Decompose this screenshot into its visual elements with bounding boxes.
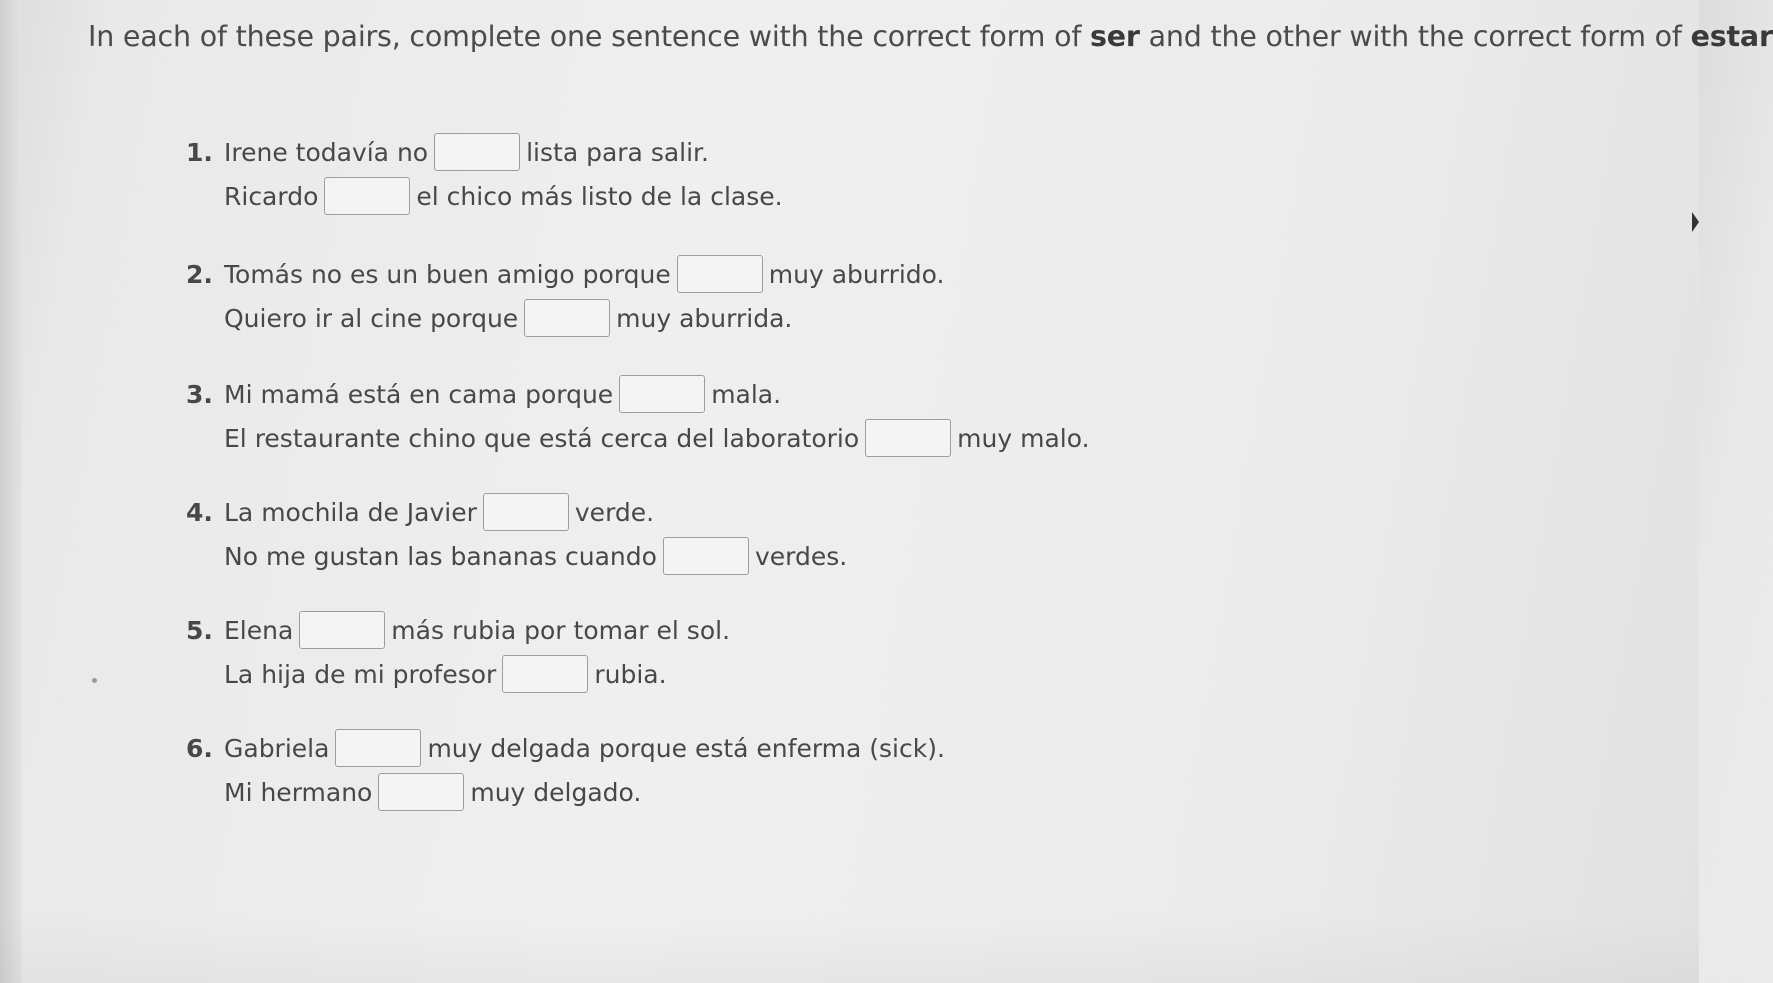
sentence-b-before: Ricardo bbox=[224, 181, 319, 211]
item-number: 4. bbox=[186, 497, 213, 527]
sentence-b-after: rubia. bbox=[594, 659, 667, 689]
item-number: 2. bbox=[186, 259, 213, 289]
exercise-item-6 bbox=[186, 726, 945, 814]
answer-input-6a[interactable] bbox=[335, 729, 421, 767]
sentence-a-before: La mochila de Javier bbox=[224, 497, 477, 527]
item-number: 1. bbox=[186, 137, 213, 167]
exercise-item-1 bbox=[186, 130, 783, 218]
answer-input-1a[interactable] bbox=[434, 133, 520, 171]
answer-input-4b[interactable] bbox=[663, 537, 749, 575]
instructions-estar: estar bbox=[1690, 20, 1773, 53]
exercise-item-3 bbox=[186, 372, 1090, 460]
sentence-b-before: El restaurante chino que está cerca del laboratorio bbox=[224, 423, 860, 453]
item-number: 6. bbox=[186, 733, 213, 763]
sentence-b-before: No me gustan las bananas cuando bbox=[224, 541, 657, 571]
sentence-b-before: Mi hermano bbox=[224, 777, 373, 807]
answer-input-3a[interactable] bbox=[619, 375, 705, 413]
sentence-a-after: muy aburrido. bbox=[768, 259, 945, 289]
answer-input-5a[interactable] bbox=[299, 611, 385, 649]
sentence-a-after: lista para salir. bbox=[526, 137, 709, 167]
answer-input-2a[interactable] bbox=[677, 255, 763, 293]
sentence-b bbox=[186, 652, 730, 696]
sentence-a bbox=[186, 490, 847, 534]
sentence-b bbox=[186, 416, 1090, 460]
item-number: 3. bbox=[186, 379, 213, 409]
left-shadow-edge bbox=[0, 0, 22, 983]
sentence-b-after: verdes. bbox=[754, 541, 848, 571]
sentence-a-after: más rubia por tomar el sol. bbox=[391, 615, 731, 645]
sentence-a-before: Mi mamá está en cama porque bbox=[224, 379, 614, 409]
sentence-a-before: Gabriela bbox=[224, 733, 330, 763]
sentence-a bbox=[186, 252, 944, 296]
sentence-a-after: mala. bbox=[711, 379, 782, 409]
exercise-item-2 bbox=[186, 252, 944, 340]
answer-input-1b[interactable] bbox=[324, 177, 410, 215]
answer-input-5b[interactable] bbox=[502, 655, 588, 693]
exercise-item-4 bbox=[186, 490, 847, 578]
sentence-a-before: Tomás no es un buen amigo porque bbox=[224, 259, 671, 289]
answer-input-2b[interactable] bbox=[524, 299, 610, 337]
sentence-b bbox=[186, 174, 783, 218]
sentence-a bbox=[186, 130, 783, 174]
sentence-a-before: Irene todavía no bbox=[224, 137, 429, 167]
answer-input-4a[interactable] bbox=[483, 493, 569, 531]
answer-input-6b[interactable] bbox=[378, 773, 464, 811]
sentence-a-after: muy delgada porque está enferma (sick). bbox=[427, 733, 945, 763]
item-number: 5. bbox=[186, 615, 213, 645]
instructions-ser: ser bbox=[1090, 20, 1140, 53]
sentence-a-after: verde. bbox=[574, 497, 655, 527]
instructions-text bbox=[88, 20, 1773, 53]
sentence-a bbox=[186, 372, 1090, 416]
sentence-b-after: muy malo. bbox=[957, 423, 1090, 453]
sentence-b bbox=[186, 770, 945, 814]
sentence-a bbox=[186, 608, 730, 652]
sentence-b-before: La hija de mi profesor bbox=[224, 659, 497, 689]
instructions-part-1: In each of these pairs, complete one sentence with the correct form of bbox=[88, 20, 1091, 53]
sentence-b-after: muy delgado. bbox=[470, 777, 642, 807]
cursor-arrow-icon bbox=[1692, 212, 1699, 232]
sentence-b bbox=[186, 296, 944, 340]
screen-dust-dot bbox=[92, 678, 97, 683]
sentence-b-before: Quiero ir al cine porque bbox=[224, 303, 519, 333]
sentence-b-after: el chico más listo de la clase. bbox=[416, 181, 783, 211]
instructions-part-2: and the other with the correct form of bbox=[1139, 20, 1691, 53]
bottom-band bbox=[0, 913, 1699, 983]
sentence-b-after: muy aburrida. bbox=[616, 303, 793, 333]
exercise-item-5 bbox=[186, 608, 730, 696]
answer-input-3b[interactable] bbox=[865, 419, 951, 457]
sentence-b bbox=[186, 534, 847, 578]
sentence-a-before: Elena bbox=[224, 615, 294, 645]
sentence-a bbox=[186, 726, 945, 770]
